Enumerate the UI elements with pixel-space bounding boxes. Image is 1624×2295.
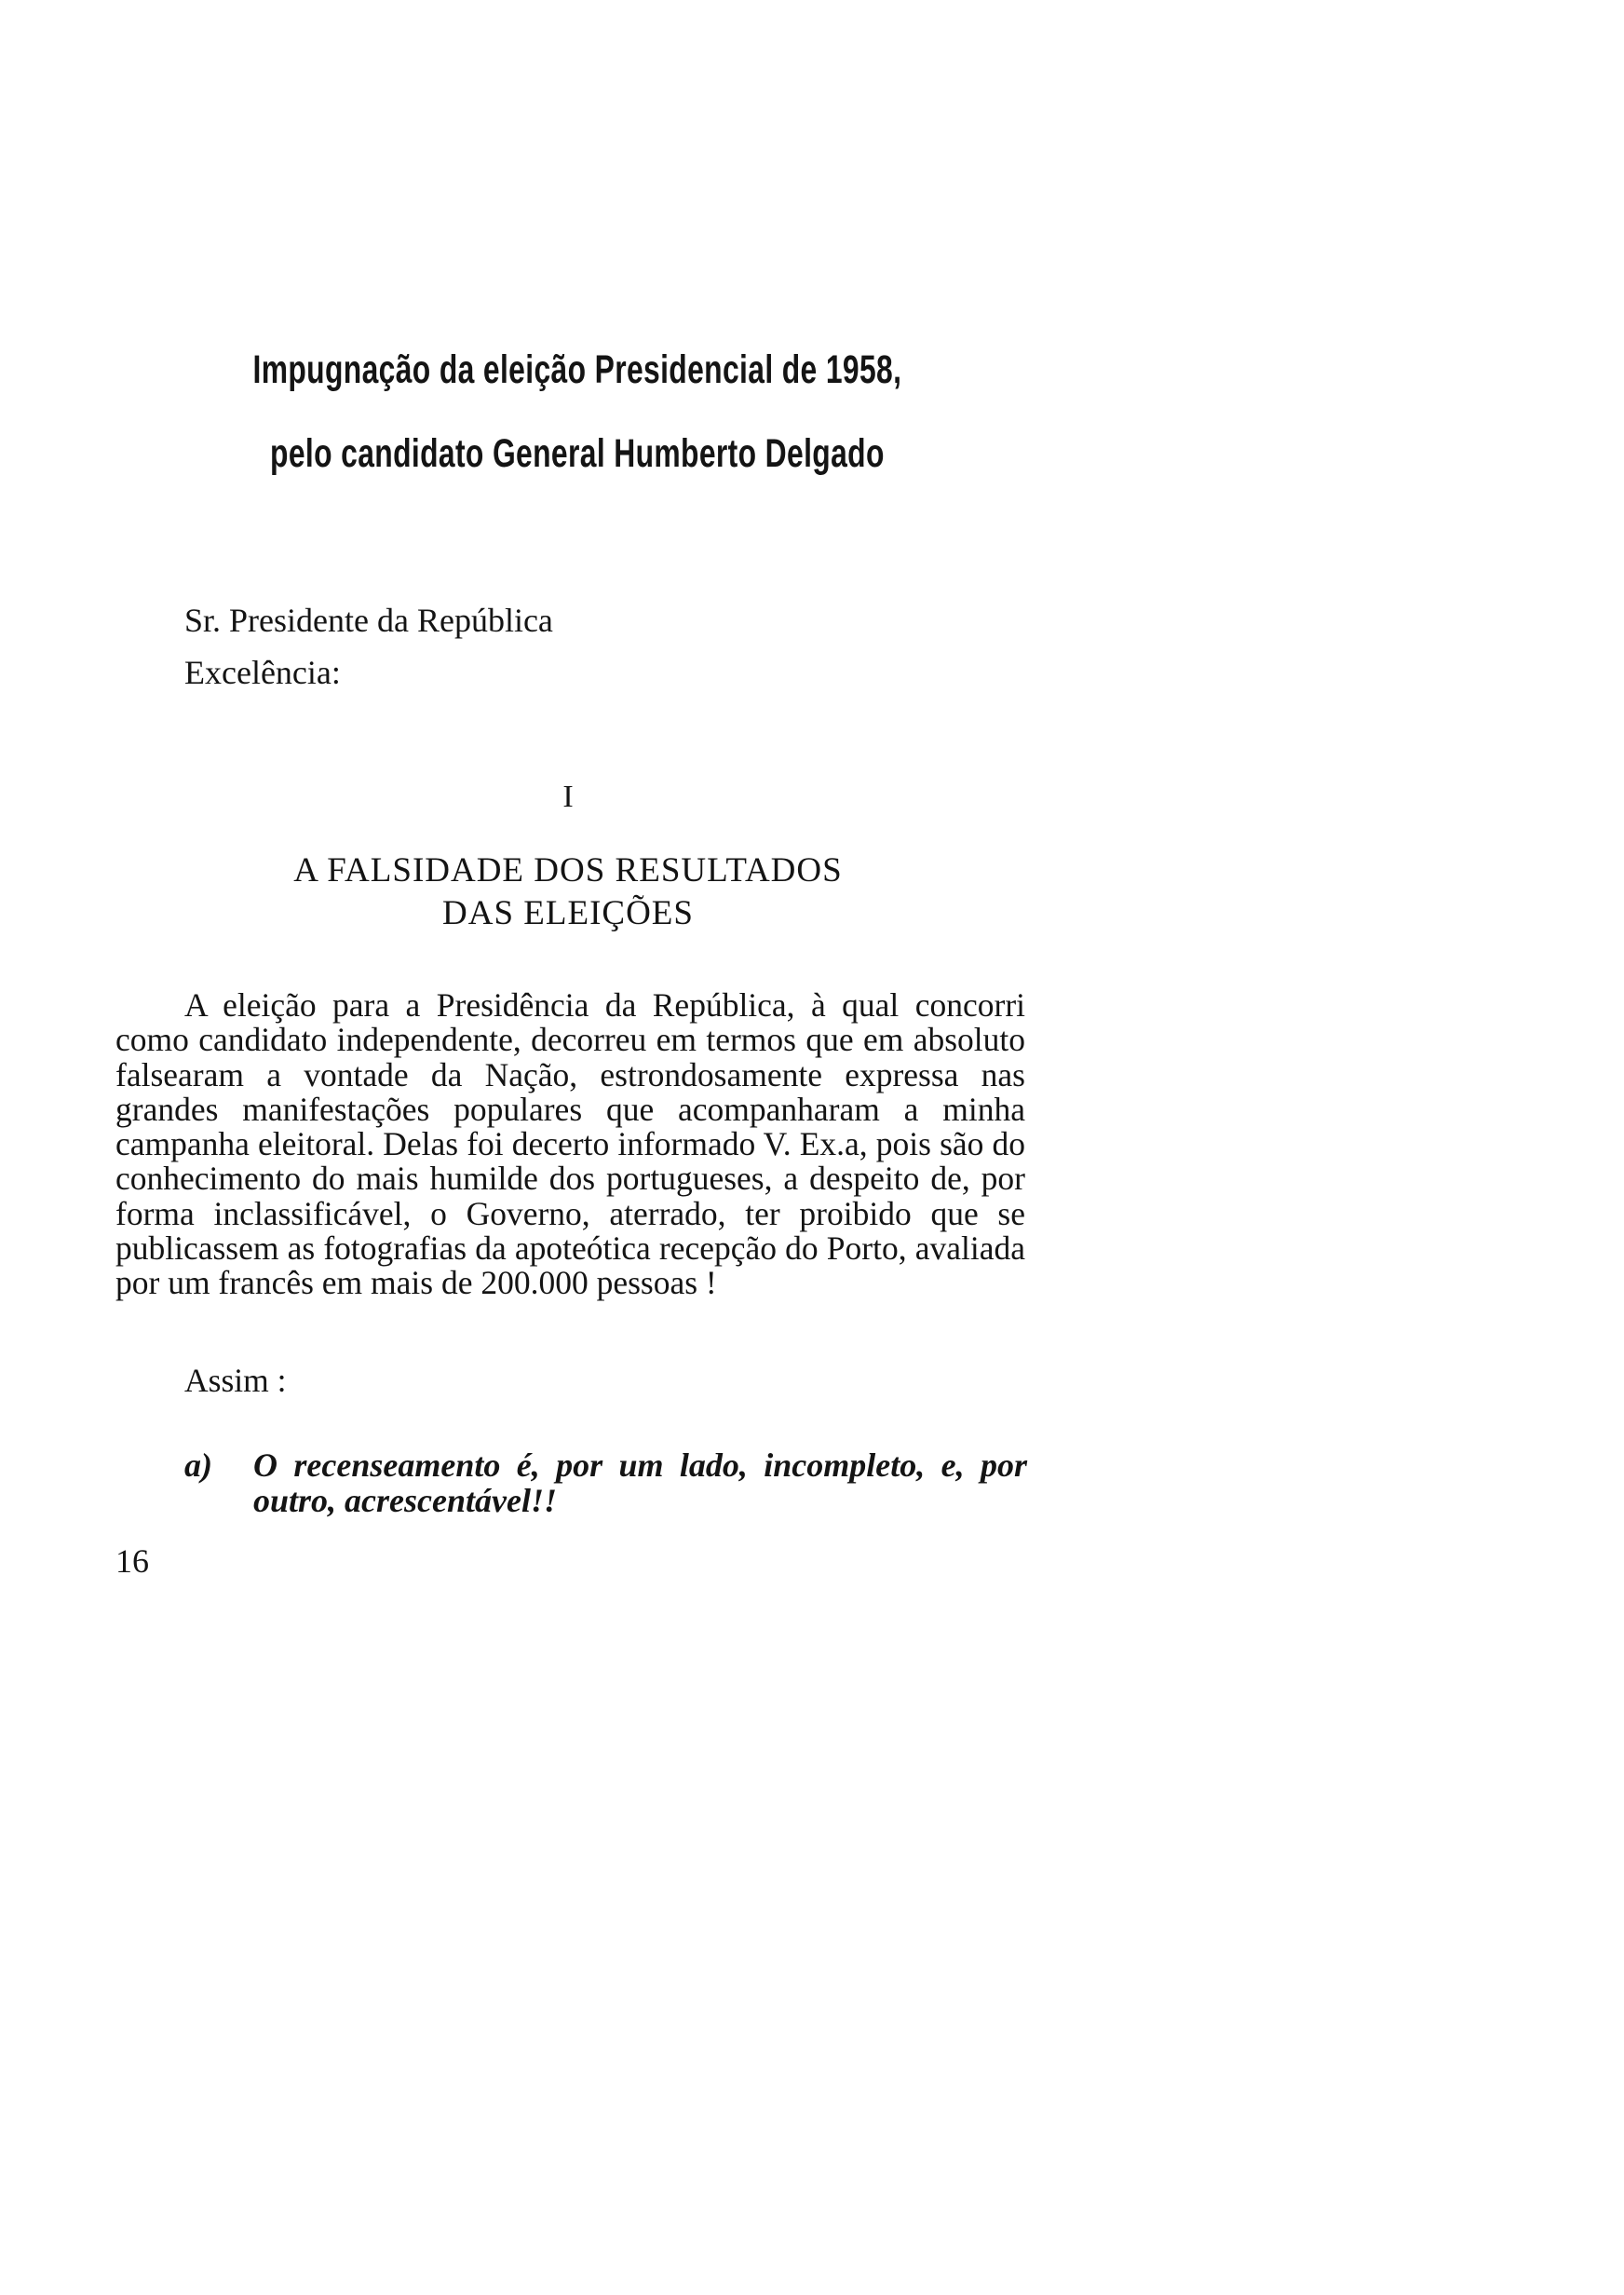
section-heading-line-1: A FALSIDADE DOS RESULTADOS [293,851,843,889]
section-heading [242,849,894,935]
document-title [149,328,1006,496]
salutation [184,594,553,699]
title-line-2: pelo candidato General Humberto Delgado [270,431,885,476]
body-text [115,988,1025,1301]
salutation-addressee: Sr. Presidente da República [184,602,553,639]
paragraph: A eleição para a Presidência da República, à qual concorri como candidato independente, decorreu em termos que em absoluto falsearam a vontade da Nação, estrondosamente expressa nas grandes manifestações populares que acompanharam a minha campanha eleitoral. Delas foi decerto informado V. Ex.a, pois são do conhecimento do mais humilde dos portugueses, a despeito de, por forma inclassificável, o Governo, aterrado, ter proibido que se publicassem as fotografias da apoteótica recepção do Porto, avaliada por um francês em mais de 200.000 pessoas ! [115,986,1025,1302]
list-item [184,1447,1027,1518]
page-number: 16 [115,1542,149,1580]
title-line-1: Impugnação da eleição Presidencial de 1958, [252,347,902,392]
section-number: I [562,780,574,814]
salutation-honorific: Excelência: [184,654,341,691]
list-item-text: O recenseamento é, por um lado, incompleto, e, por outro, acrescentável!! [253,1446,1027,1519]
section-heading-line-2: DAS ELEIÇÕES [442,894,694,932]
list-marker: a) [184,1446,212,1484]
assim-line: Assim : [184,1362,287,1399]
